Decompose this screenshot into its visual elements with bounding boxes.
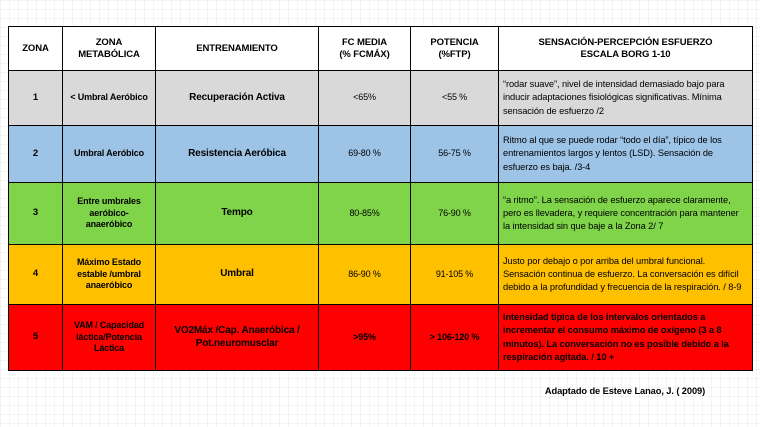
table-row — [9, 245, 753, 305]
cell-sensacion: Ritmo al que se puede rodar “todo el día”, típico de los entrenamientos largos y lentos (LSD). Sensación de esfuerzo es baja. /3-4 — [499, 126, 753, 183]
col-header-sensacion — [499, 27, 753, 71]
cell-sensacion: Justo por debajo o por arriba del umbral funcional. Sensación continua de esfuerzo. La conversación es difícil debido a la profundidad y frecuencia de la respiración. / 8-9 — [499, 245, 753, 305]
table-row — [9, 126, 753, 183]
training-zones-table — [8, 26, 753, 371]
cell-sensacion: “rodar suave”, nivel de intensidad demasiado bajo para inducir adaptaciones fisiológicas significativas. Mínima sensación de esfuerzo /2 — [499, 71, 753, 126]
col-header-sensacion-line1: SENSACIÓN-PERCEPCIÓN ESFUERZO — [538, 36, 713, 48]
col-header-sensacion-line2: ESCALA BORG 1-10 — [580, 48, 671, 60]
cell-zona: 2 — [9, 126, 63, 183]
cell-zona: 5 — [9, 305, 63, 371]
cell-fc-media: >95% — [319, 305, 411, 371]
cell-zona-metabolica: VAM / Capacidad láctica/Potencia Láctica — [63, 305, 156, 371]
col-header-entrenamiento — [156, 27, 319, 71]
table-row — [9, 183, 753, 245]
col-header-potencia — [411, 27, 499, 71]
cell-zona: 4 — [9, 245, 63, 305]
cell-zona-metabolica: < Umbral Aeróbico — [63, 71, 156, 126]
training-zones-table-container — [8, 26, 752, 371]
col-header-fc-media — [319, 27, 411, 71]
cell-potencia: 76-90 % — [411, 183, 499, 245]
table-row — [9, 71, 753, 126]
cell-sensacion: “a ritmo”. La sensación de esfuerzo aparece claramente, pero es llevadera, y requiere concentración para mantener la intensidad sin que baje a la Zona 2/ 7 — [499, 183, 753, 245]
col-header-entrenamiento-line1: ENTRENAMIENTO — [196, 42, 278, 54]
cell-potencia: <55 % — [411, 71, 499, 126]
table-body — [9, 71, 753, 371]
cell-sensacion: Intensidad típica de los intervalos orientados a incrementar el consumo máximo de oxígeno (3 a 8 minutos). La conversación no es posible debido a la respiración agitada. / 10 + — [499, 305, 753, 371]
col-header-potencia-line1: POTENCIA — [430, 36, 479, 48]
table-header-row — [9, 27, 753, 71]
cell-entrenamiento: Recuperación Activa — [156, 71, 319, 126]
cell-fc-media: 69-80 % — [319, 126, 411, 183]
table-header — [9, 27, 753, 71]
cell-fc-media: <65% — [319, 71, 411, 126]
cell-entrenamiento: Tempo — [156, 183, 319, 245]
cell-zona: 3 — [9, 183, 63, 245]
cell-zona-metabolica: Entre umbrales aeróbico-anaeróbico — [63, 183, 156, 245]
col-header-potencia-line2: (%FTP) — [438, 48, 471, 60]
cell-zona-metabolica: Máximo Estado estable /umbral anaeróbico — [63, 245, 156, 305]
col-header-zona-metabolica-line1: ZONA — [95, 36, 123, 48]
cell-potencia: 56-75 % — [411, 126, 499, 183]
col-header-zona-metabolica — [63, 27, 156, 71]
cell-entrenamiento: VO2Máx /Cap. Anaeróbica / Pot.neuromusclar — [156, 305, 319, 371]
cell-fc-media: 80-85% — [319, 183, 411, 245]
col-header-fc-media-line2: (% FCMÁX) — [339, 48, 390, 60]
cell-entrenamiento: Umbral — [156, 245, 319, 305]
cell-potencia: > 106-120 % — [411, 305, 499, 371]
source-attribution: Adaptado de Esteve Lanao, J. ( 2009) — [544, 386, 706, 396]
cell-zona: 1 — [9, 71, 63, 126]
cell-entrenamiento: Resistencia Aeróbica — [156, 126, 319, 183]
cell-potencia: 91-105 % — [411, 245, 499, 305]
col-header-zona — [9, 27, 63, 71]
table-row — [9, 305, 753, 371]
col-header-zona-metabolica-line2: METABÓLICA — [78, 48, 140, 60]
col-header-zona-line1: ZONA — [22, 42, 49, 54]
cell-fc-media: 86-90 % — [319, 245, 411, 305]
col-header-fc-media-line1: FC MEDIA — [341, 36, 388, 48]
cell-zona-metabolica: Umbral Aeróbico — [63, 126, 156, 183]
